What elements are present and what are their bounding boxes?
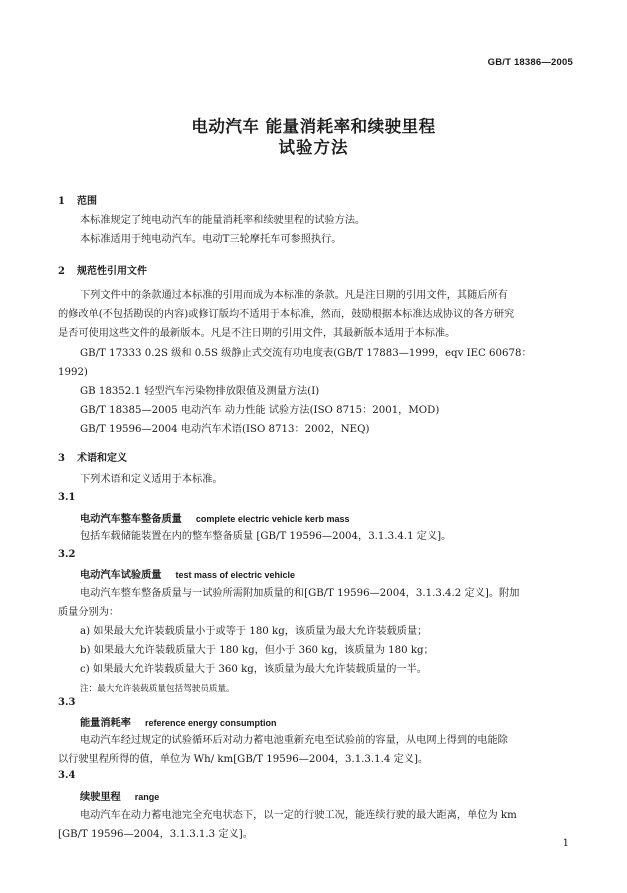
term-english: range <box>134 792 160 802</box>
term-english: complete electric vehicle kerb mass <box>195 514 350 524</box>
term-heading <box>80 510 349 525</box>
term-heading <box>80 788 159 803</box>
subsection-number: 3.4 <box>58 770 76 781</box>
document-title: 电动汽车 能量消耗率和续驶里程 <box>191 117 436 136</box>
list-item: a) 如果最大允许装载质量小于或等于 180 kg，该质量为最大允许装载质量； <box>80 626 428 637</box>
standard-code: GB/T 18386—2005 <box>487 57 573 68</box>
reference-line: GB/T 17333 0.2S 级和 0.5S 级静止式交流有功电度表(GB/T 17883—1999，eqv IEC 60678： <box>80 348 532 359</box>
definition-line: 电动汽车整车整备质量与一试验所需附加质量的和[GB/T 19596—2004，3.1.3.4.2 定义]。附加 <box>80 588 520 599</box>
definition: 包括车载储能装置在内的整车整备质量 [GB/T 19596—2004，3.1.3.4.1 定义]。 <box>80 531 452 542</box>
section-number: 3 <box>58 453 65 464</box>
term-chinese: 电动汽车试验质量 <box>80 569 162 581</box>
paragraph: 本标准规定了纯电动汽车的能量消耗率和续驶里程的试验方法。 <box>80 215 366 226</box>
term-english: reference energy consumption <box>144 718 277 728</box>
definition-line: 电动汽车经过规定的试验循环后对动力蓄电池重新充电至试验前的容量，从电网上得到的电能除 <box>80 735 508 746</box>
section-title: 术语和定义 <box>77 453 127 464</box>
term-chinese: 能量消耗率 <box>80 717 131 729</box>
note: 注：最大允许装载质量包括驾驶员质量。 <box>80 684 235 694</box>
section-2-heading <box>58 262 147 277</box>
paragraph-line: 是否可使用这些文件的最新版本。凡是不注日期的引用文件，其最新版本适用于本标准。 <box>58 328 456 339</box>
reference-line: GB/T 18385—2005 电动汽车 动力性能 试验方法(ISO 8715：2001，MOD) <box>80 405 440 416</box>
list-item: b) 如果最大允许装载质量大于 180 kg，但小于 360 kg，该质量为 180 kg； <box>80 645 434 656</box>
section-number: 1 <box>58 196 65 207</box>
paragraph-line: 的修改单(不包括勘误的内容)或修订版均不适用于本标准，然而，鼓励根据本标准达成协议的各方研究 <box>58 309 515 320</box>
paragraph: 下列术语和定义适用于本标准。 <box>80 474 223 485</box>
section-number: 2 <box>58 266 65 277</box>
section-title: 规范性引用文件 <box>77 266 147 277</box>
definition-line: 以行驶里程所得的值，单位为 Wh/ km[GB/T 19596—2004，3.1.3.1.4 定义]。 <box>58 754 429 765</box>
term-heading <box>80 714 276 729</box>
term-english: test mass of electric vehicle <box>175 570 296 580</box>
section-3-heading <box>58 449 127 464</box>
section-title: 范围 <box>77 196 97 207</box>
paragraph-line: 下列文件中的条款通过本标准的引用而成为本标准的条款。凡是注日期的引用文件，其随后所有 <box>80 290 508 301</box>
term-chinese: 电动汽车整车整备质量 <box>80 513 182 525</box>
subsection-number: 3.3 <box>58 697 76 708</box>
reference-line: GB/T 19596—2004 电动汽车术语(ISO 8713：2002，NEQ) <box>80 424 370 435</box>
section-1-heading <box>58 192 97 207</box>
list-item: c) 如果最大允许装载质量大于 360 kg，该质量为最大允许装载质量的一半。 <box>80 664 427 675</box>
definition-line: 质量分别为： <box>58 607 120 618</box>
paragraph: 本标准适用于纯电动汽车。电动T三轮摩托车可参照执行。 <box>80 234 342 245</box>
definition-line: 电动汽车在动力蓄电池完全充电状态下，以一定的行驶工况，能连续行驶的最大距离，单位为 km <box>80 810 517 821</box>
subsection-number: 3.2 <box>58 549 76 560</box>
term-heading <box>80 566 295 581</box>
definition-line: [GB/T 19596—2004，3.1.3.1.3 定义]。 <box>58 829 253 840</box>
subsection-number: 3.1 <box>58 492 76 503</box>
reference-line: 1992) <box>58 367 88 378</box>
document-subtitle: 试验方法 <box>278 138 349 157</box>
page-number: 1 <box>562 838 569 849</box>
term-chinese: 续驶里程 <box>80 791 121 803</box>
reference-line: GB 18352.1 轻型汽车污染物排放限值及测量方法(Ⅰ) <box>80 386 320 397</box>
